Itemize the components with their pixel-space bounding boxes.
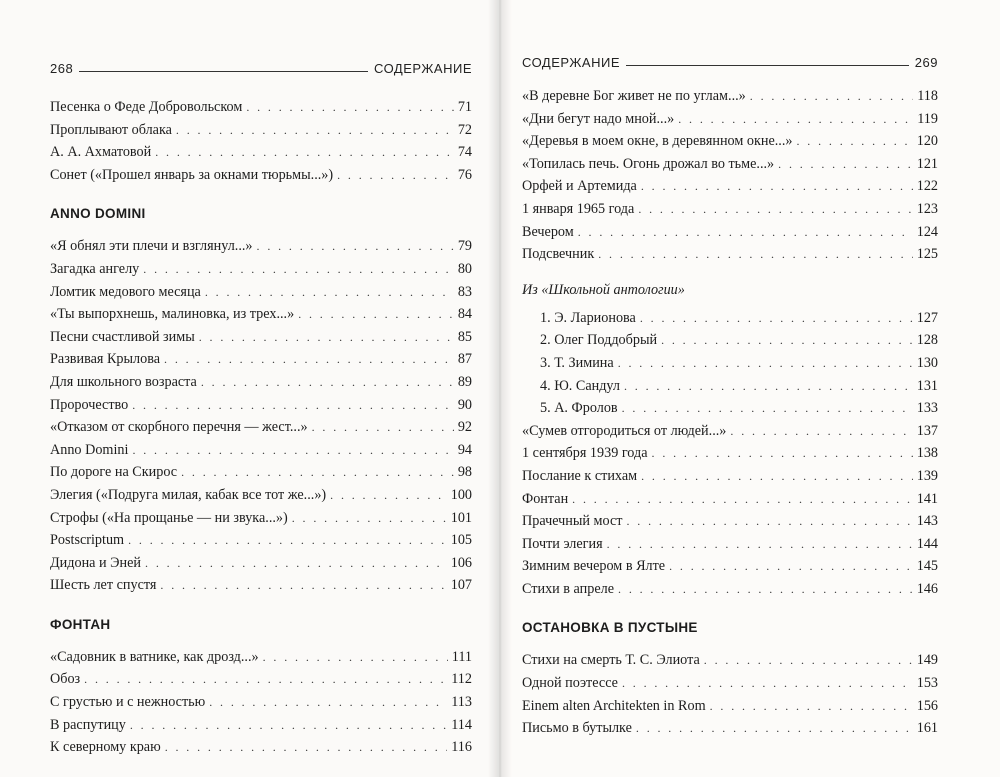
toc-entry-title: «Дни бегут надо мной...»	[522, 110, 675, 127]
dot-leader	[641, 175, 913, 198]
dot-leader	[257, 235, 454, 258]
toc-entry-title: «Деревья в моем окне, в деревянном окне...»	[522, 133, 793, 150]
toc-entry-title: «Отказом от скорбного перечня — жест...»	[50, 419, 308, 436]
section-title: ОСТАНОВКА В ПУСТЫНЕ	[522, 620, 698, 636]
toc-entry-title: 2. Олег Поддобрый	[540, 332, 658, 349]
toc-entry-title: 1 сентября 1939 года	[522, 445, 648, 462]
toc-entry	[50, 668, 472, 691]
toc-entry-page: 90	[457, 396, 472, 413]
toc-entry	[50, 394, 472, 417]
dot-leader	[607, 533, 913, 556]
toc-entry	[540, 352, 938, 375]
subsection-title: Из «Школьной антологии»	[522, 281, 685, 298]
toc-entry	[522, 420, 938, 443]
toc-entry	[50, 281, 472, 304]
dot-leader	[618, 578, 913, 601]
toc-entry-title: 5. А. Фролов	[540, 400, 618, 417]
dot-leader	[578, 221, 913, 244]
toc-entry-page: 138	[916, 445, 938, 462]
toc-entry-title: С грустью и с нежностью	[50, 694, 206, 711]
toc-entry	[522, 695, 938, 718]
dot-leader	[710, 695, 913, 718]
toc-entry-page: 153	[916, 675, 938, 692]
dot-leader	[640, 307, 913, 330]
dot-leader	[176, 119, 454, 142]
toc-entry	[50, 691, 472, 714]
toc-entry	[50, 574, 472, 597]
dot-leader	[128, 529, 447, 552]
dot-leader	[661, 329, 913, 352]
dot-leader	[199, 326, 454, 349]
toc-entry	[522, 221, 938, 244]
toc-entry	[50, 529, 472, 552]
toc-entry-page: 143	[916, 513, 938, 530]
toc-entry-page: 116	[451, 739, 472, 756]
dot-leader	[246, 96, 454, 119]
dot-leader	[572, 488, 913, 511]
dot-leader	[201, 371, 454, 394]
dot-leader	[155, 141, 454, 164]
toc-entry-page: 141	[916, 490, 938, 507]
dot-leader	[298, 303, 454, 326]
toc-entry-page: 149	[916, 652, 938, 669]
toc-entry	[50, 258, 472, 281]
toc-entry-title: Стихи в апреле	[522, 580, 615, 597]
toc-entry	[50, 484, 472, 507]
toc-entry-title: Для школьного возраста	[50, 373, 197, 390]
dot-leader	[622, 672, 913, 695]
toc-entry-page: 89	[457, 373, 472, 390]
dot-leader	[778, 153, 913, 176]
toc-entry-title: Сонет («Прошел январь за окнами тюрьмы...»)	[50, 166, 334, 183]
dot-leader	[132, 394, 454, 417]
toc-entry-page: 118	[917, 88, 938, 104]
dot-leader	[678, 108, 913, 131]
toc-entry-title: Подсвечник	[522, 246, 595, 263]
toc-entry	[50, 326, 472, 349]
dot-leader	[730, 420, 912, 443]
toc-entry	[522, 672, 938, 695]
header-rule	[79, 71, 368, 72]
toc-entry-title: В распутицу	[50, 716, 126, 733]
dot-leader	[652, 442, 913, 465]
toc-entry-title: Фонтан	[522, 490, 569, 507]
toc-entry	[522, 153, 938, 176]
toc-group	[522, 649, 938, 739]
toc-entry-title: Обоз	[50, 671, 81, 688]
toc-entry-page: 120	[916, 133, 938, 150]
toc-entry	[522, 649, 938, 672]
toc-entry-page: 127	[916, 309, 938, 326]
toc-entry-title: Вечером	[522, 223, 574, 240]
toc-entry-page: 94	[457, 441, 472, 458]
toc-entry	[522, 243, 938, 266]
header-rule	[626, 65, 909, 66]
toc-entry-page: 87	[457, 351, 472, 368]
toc-entry-page: 71	[457, 99, 472, 115]
toc-entry-title: Зимним вечером в Ялте	[522, 558, 666, 575]
dot-leader	[263, 646, 448, 669]
dot-leader	[638, 198, 912, 221]
toc-entry-page: 98	[457, 464, 472, 481]
toc-entry	[50, 416, 472, 439]
toc-list	[522, 85, 938, 740]
toc-entry-page: 139	[916, 467, 938, 484]
toc-entry	[540, 375, 938, 398]
toc-group	[50, 235, 472, 597]
toc-entry-page: 121	[916, 155, 938, 172]
toc-entry	[50, 371, 472, 394]
toc-group	[522, 85, 938, 266]
right-running-title: СОДЕРЖАНИЕ	[522, 55, 621, 70]
toc-entry-page: 161	[916, 720, 938, 737]
toc-entry-title: «Садовник в ватнике, как дрозд...»	[50, 648, 259, 665]
toc-entry	[540, 307, 938, 330]
dot-leader	[130, 714, 447, 737]
left-running-head	[50, 58, 472, 76]
toc-entry-title: 4. Ю. Сандул	[540, 377, 620, 394]
toc-entry-page: 112	[451, 671, 472, 688]
dot-leader	[797, 130, 913, 153]
dot-leader	[626, 510, 912, 533]
toc-entry-title: Песни счастливой зимы	[50, 328, 195, 345]
toc-entry	[522, 442, 938, 465]
toc-entry-page: 79	[457, 238, 472, 255]
toc-entry-page: 124	[916, 223, 938, 240]
toc-entry	[50, 96, 472, 119]
toc-entry-page: 119	[917, 110, 938, 127]
toc-entry-page: 156	[916, 697, 938, 714]
toc-entry-title: Стихи на смерть Т. С. Элиота	[522, 652, 700, 669]
dot-leader	[181, 461, 454, 484]
dot-leader	[704, 649, 913, 672]
section-title: ANNO DOMINI	[50, 206, 146, 222]
toc-entry	[50, 303, 472, 326]
dot-leader	[143, 258, 454, 281]
toc-entry	[522, 510, 938, 533]
toc-entry-title: Загадка ангелу	[50, 260, 140, 277]
right-running-head	[522, 52, 938, 70]
dot-leader	[132, 439, 453, 462]
toc-entry-page: 72	[457, 121, 472, 138]
toc-entry-title: Письмо в бутылке	[522, 720, 632, 737]
toc-entry	[522, 198, 938, 221]
toc-entry-title: Пророчество	[50, 396, 129, 413]
toc-entry-page: 145	[916, 558, 938, 575]
toc-entry-page: 122	[916, 178, 938, 195]
left-page-number: 268	[50, 61, 74, 76]
dot-leader	[622, 397, 913, 420]
dot-leader	[636, 717, 913, 740]
toc-entry-page: 100	[450, 486, 472, 503]
toc-entry-page: 92	[457, 419, 472, 436]
toc-group	[522, 420, 938, 601]
right-page	[500, 0, 1000, 777]
dot-leader	[84, 668, 447, 691]
toc-entry	[50, 119, 472, 142]
toc-entry	[50, 714, 472, 737]
toc-entry-title: 3. Т. Зимина	[540, 354, 614, 371]
toc-entry	[522, 465, 938, 488]
dot-leader	[337, 164, 454, 187]
toc-entry	[50, 646, 472, 669]
toc-group-indented	[522, 307, 938, 420]
dot-leader	[669, 555, 913, 578]
toc-entry	[540, 397, 938, 420]
toc-entry-page: 114	[451, 716, 472, 733]
left-running-title: СОДЕРЖАНИЕ	[373, 61, 472, 76]
dot-leader	[330, 484, 447, 507]
toc-entry-title: Прачечный мост	[522, 513, 623, 530]
dot-leader	[618, 352, 913, 375]
toc-entry	[50, 552, 472, 575]
toc-entry-title: Развивая Крылова	[50, 351, 161, 368]
toc-entry	[522, 108, 938, 131]
toc-entry-title: «Сумев отгородиться от людей...»	[522, 422, 727, 439]
toc-entry-title: Дидона и Эней	[50, 554, 142, 571]
toc-entry-title: Ломтик медового месяца	[50, 283, 201, 300]
toc-entry	[522, 533, 938, 556]
toc-entry	[522, 488, 938, 511]
toc-entry-title: Postscriptum	[50, 532, 125, 549]
toc-entry	[50, 461, 472, 484]
toc-entry-title: Шесть лет спустя	[50, 577, 157, 594]
toc-entry-title: Строфы («На прощанье — ни звука...»)	[50, 509, 288, 526]
toc-entry-page: 144	[916, 535, 938, 552]
toc-entry-title: 1 января 1965 года	[522, 200, 635, 217]
toc-group	[50, 96, 472, 186]
dot-leader	[160, 574, 446, 597]
toc-entry-page: 76	[457, 166, 472, 183]
toc-entry-page: 125	[916, 246, 938, 263]
toc-entry-title: Песенка о Феде Добровольском	[50, 99, 243, 115]
dot-leader	[750, 85, 913, 108]
toc-entry	[50, 348, 472, 371]
toc-entry-page: 133	[916, 400, 938, 417]
toc-entry-title: Послание к стихам	[522, 467, 638, 484]
toc-entry-title: По дороге на Скирос	[50, 464, 178, 481]
toc-entry-title: 1. Э. Ларионова	[540, 309, 636, 326]
toc-entry-page: 137	[916, 422, 938, 439]
toc-entry-title: Проплывают облака	[50, 121, 172, 138]
toc-entry-page: 106	[450, 554, 472, 571]
toc-entry-page: 74	[457, 144, 472, 161]
toc-entry-page: 111	[451, 648, 472, 665]
dot-leader	[164, 348, 454, 371]
toc-entry	[540, 329, 938, 352]
toc-entry-page: 101	[450, 509, 472, 526]
toc-entry-page: 85	[457, 328, 472, 345]
toc-entry	[50, 141, 472, 164]
dot-leader	[292, 507, 447, 530]
toc-entry-title: Одной поэтессе	[522, 675, 618, 692]
toc-entry	[50, 164, 472, 187]
toc-entry-page: 107	[450, 577, 472, 594]
dot-leader	[145, 552, 447, 575]
toc-entry	[50, 507, 472, 530]
toc-entry-page: 131	[916, 377, 938, 394]
toc-entry-title: Einem alten Architekten in Rom	[522, 697, 706, 714]
toc-entry-page: 80	[457, 260, 472, 277]
toc-entry-page: 105	[450, 532, 472, 549]
dot-leader	[205, 281, 454, 304]
toc-entry	[50, 439, 472, 462]
toc-entry-title: Почти элегия	[522, 535, 603, 552]
toc-entry-title: Орфей и Артемида	[522, 178, 637, 195]
toc-entry-page: 123	[916, 200, 938, 217]
toc-entry-title: А. А. Ахматовой	[50, 144, 152, 161]
toc-entry	[522, 85, 938, 108]
toc-entry-page: 84	[457, 306, 472, 323]
toc-entry	[522, 130, 938, 153]
toc-entry	[522, 578, 938, 601]
toc-entry-title: К северному краю	[50, 739, 161, 756]
dot-leader	[624, 375, 913, 398]
toc-entry	[50, 736, 472, 759]
toc-entry-title: «Топилась печь. Огонь дрожал во тьме...»	[522, 155, 775, 172]
dot-leader	[598, 243, 913, 266]
toc-entry	[50, 235, 472, 258]
toc-entry	[522, 717, 938, 740]
toc-entry-page: 130	[916, 354, 938, 371]
toc-group	[50, 646, 472, 759]
toc-entry-title: «Ты выпорхнешь, малиновка, из трех...»	[50, 306, 295, 323]
toc-entry-page: 146	[916, 580, 938, 597]
toc-entry-page: 83	[457, 283, 472, 300]
toc-entry-title: Элегия («Подруга милая, кабак все тот же...»)	[50, 486, 327, 503]
toc-entry	[522, 175, 938, 198]
dot-leader	[165, 736, 448, 759]
section-title: ФОНТАН	[50, 616, 111, 632]
dot-leader	[312, 416, 454, 439]
toc-entry-title: «В деревне Бог живет не по углам...»	[522, 88, 746, 104]
toc-entry	[522, 555, 938, 578]
toc-entry-title: Anno Domini	[50, 441, 129, 458]
right-page-number: 269	[914, 55, 938, 70]
toc-entry-page: 128	[916, 332, 938, 349]
toc-entry-page: 113	[451, 694, 472, 711]
toc-list	[50, 96, 472, 759]
dot-leader	[641, 465, 913, 488]
dot-leader	[209, 691, 447, 714]
toc-entry-title: «Я обнял эти плечи и взглянул...»	[50, 238, 253, 255]
